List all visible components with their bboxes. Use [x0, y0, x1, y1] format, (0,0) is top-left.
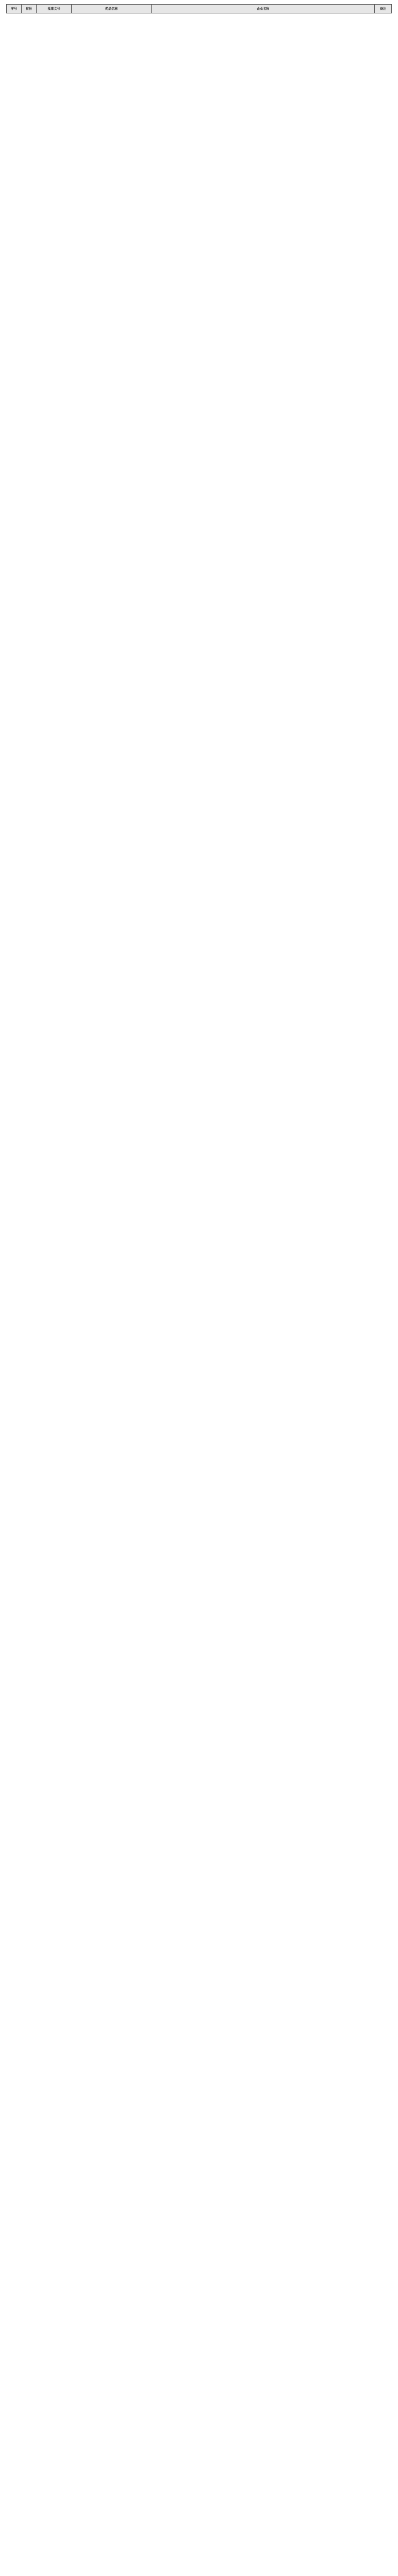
- header-name: 药品名称: [72, 5, 152, 13]
- header-region: 省份: [21, 5, 36, 13]
- header-org: 企业名称: [152, 5, 374, 13]
- document-sheet: [6, 4, 392, 13]
- header-code: 批准文号: [36, 5, 71, 13]
- header-no: 序号: [7, 5, 22, 13]
- header-note: 备注: [374, 5, 391, 13]
- table-header-row: [7, 5, 392, 13]
- drug-table: [6, 4, 392, 13]
